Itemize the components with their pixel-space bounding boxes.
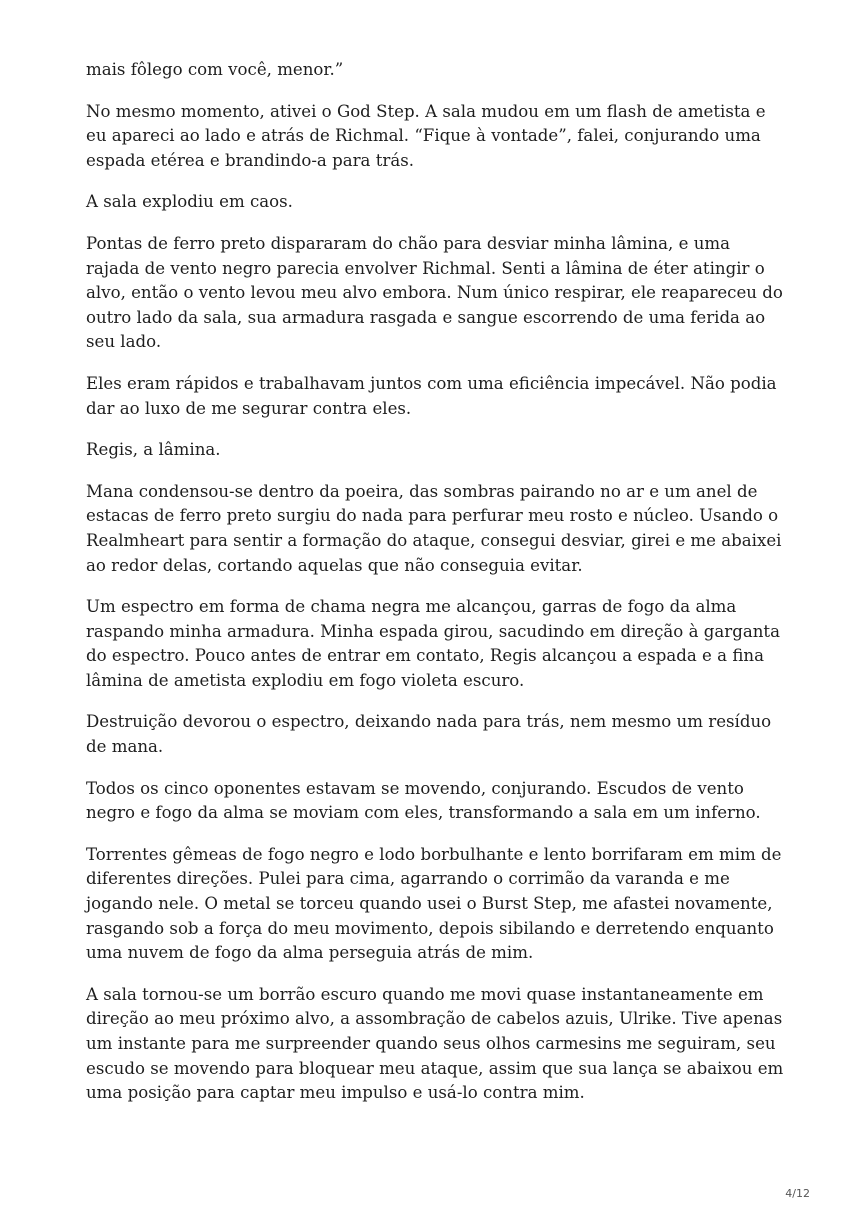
document-body (86, 58, 786, 1123)
page-number: 4/12 (785, 1187, 810, 1200)
paragraph: A sala explodiu em caos. (86, 192, 293, 212)
paragraph: Destruição devorou o espectro, deixando nada para trás, nem mesmo um resíduo de mana. (86, 712, 772, 757)
paragraph: Mana condensou-se dentro da poeira, das sombras pairando no ar e um anel de estacas de ferro preto surgiu do nada para perfurar meu rosto e núcleo. Usando o Realmheart para sentir a formação do ataque, consegui desviar, girei e me abaixei ao redor delas, cortando aquelas que não conseguia evitar. (86, 481, 782, 575)
paragraph: A sala tornou-se um borrão escuro quando me movi quase instantaneamente em direção ao meu próximo alvo, a assombração de cabelos azuis, Ulrike. Tive apenas um instante para me surpreender quando seus olhos carmesins me seguiram, seu escudo se movendo para bloquear meu ataque, assim que sua lança se abaixou em uma posição para captar meu impulso e usá-lo contra mim. (86, 984, 784, 1103)
paragraph: Torrentes gêmeas de fogo negro e lodo borbulhante e lento borrifaram em mim de diferentes direções. Pulei para cima, agarrando o corrimão da varanda e me jogando nele. O metal se torceu quando usei o Burst Step, me afastei novamente, rasgando sob a força do meu movimento, depois sibilando e derretendo enquanto uma nuvem de fogo da alma perseguia atrás de mim. (86, 844, 782, 963)
paragraph: Pontas de ferro preto dispararam do chão para desviar minha lâmina, e uma rajada de vento negro parecia envolver Richmal. Senti a lâmina de éter atingir o alvo, então o vento levou meu alvo embora. Num único respirar, ele reapareceu do outro lado da sala, sua armadura rasgada e sangue escorrendo de uma ferida ao seu lado. (86, 233, 783, 352)
paragraph: Regis, a lâmina. (86, 440, 221, 460)
paragraph: mais fôlego com você, menor.” (86, 60, 344, 79)
paragraph: Eles eram rápidos e trabalhavam juntos com uma eficiência impecável. Não podia dar ao luxo de me segurar contra eles. (86, 373, 777, 418)
paragraph: Um espectro em forma de chama negra me alcançou, garras de fogo da alma raspando minha armadura. Minha espada girou, sacudindo em direção à garganta do espectro. Pouco antes de entrar em contato, Regis alcançou a espada e a fina lâmina de ametista explodiu em fogo violeta escuro. (86, 597, 780, 690)
paragraph: Todos os cinco oponentes estavam se movendo, conjurando. Escudos de vento negro e fogo da alma se moviam com eles, transformando a sala em um inferno. (86, 778, 761, 823)
paragraph: No mesmo momento, ativei o God Step. A sala mudou em um flash de ametista e eu apareci ao lado e atrás de Richmal. “Fique à vontade”, falei, conjurando uma espada etérea e brandindo-a para trás. (86, 101, 766, 170)
